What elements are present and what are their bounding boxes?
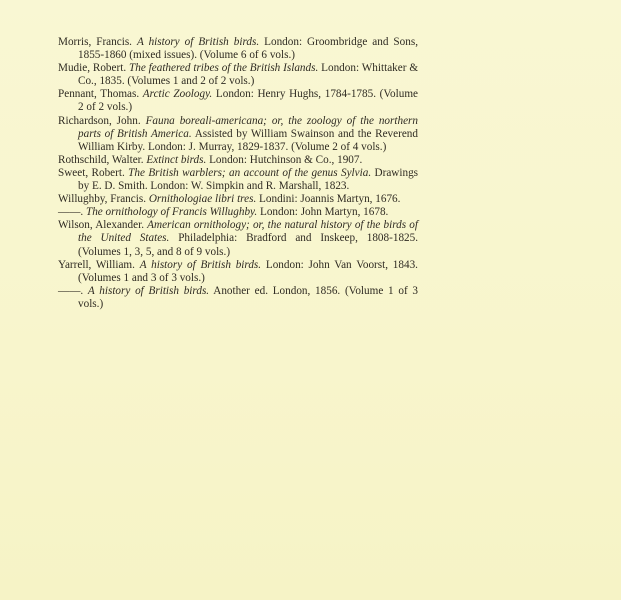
entry-author: Richardson, John. bbox=[58, 114, 141, 127]
entry-author: Rothschild, Walter. bbox=[58, 153, 144, 166]
bibliography-entry-morris bbox=[58, 36, 418, 62]
entry-title: A history of British birds. bbox=[87, 284, 210, 297]
entry-publication: London: Hutchinson & Co., 1907. bbox=[209, 153, 363, 166]
entry-publication: London: Henry Hughs, 1784-1785. (Volume 2 of 2 vols.) bbox=[78, 88, 418, 114]
entry-publication: London: John Martyn, 1678. bbox=[260, 206, 389, 219]
entry-publication: London: Groombridge and Sons, 1855-1860 (mixed issues). (Volume 6 of 6 vols.) bbox=[78, 36, 418, 62]
entry-publication: Assisted by William Swainson and the Reverend William Kirby. London: J. Murray, 1829-1837. (Volume 2 of 4 vols.) bbox=[78, 127, 418, 153]
entry-title: Ornithologiae libri tres. bbox=[148, 193, 257, 206]
bibliography-entry-richardson bbox=[58, 115, 418, 154]
bibliography-entry-willughby-ornithology bbox=[58, 206, 418, 219]
entry-author: Wilson, Alexander. bbox=[58, 219, 144, 232]
bibliography-entry-wilson bbox=[58, 219, 418, 258]
entry-author: Morris, Francis. bbox=[58, 36, 132, 48]
entry-title: A history of British birds. bbox=[136, 36, 260, 48]
entry-publication: Philadelphia: Bradford and Inskeep, 1808-1825. (Volumes 1, 3, 5, and 8 of 9 vols.) bbox=[78, 232, 419, 258]
bibliography-entry-yarrell-another-ed bbox=[58, 285, 418, 311]
entry-publication: Another ed. London, 1856. (Volume 1 of 3 vols.) bbox=[78, 284, 418, 310]
entry-publication: Londini: Joannis Martyn, 1676. bbox=[259, 193, 401, 206]
entry-publication: Drawings by E. D. Smith. London: W. Simpkin and R. Marshall, 1823. bbox=[78, 166, 419, 193]
entry-author: Sweet, Robert. bbox=[58, 166, 125, 179]
bibliography-list bbox=[58, 36, 418, 311]
bibliography-entry-pennant bbox=[58, 88, 418, 114]
entry-author: Yarrell, William. bbox=[58, 258, 135, 271]
entry-title: Extinct birds. bbox=[146, 153, 207, 166]
entry-publication: London: John Van Voorst, 1843. (Volumes 1 and 3 of 3 vols.) bbox=[78, 258, 418, 284]
entry-title: The ornithology of Francis Willughby. bbox=[85, 206, 258, 219]
entry-title: The British warblers; an account of the genus Sylvia. bbox=[128, 166, 372, 179]
entry-title: A history of British birds. bbox=[139, 258, 262, 271]
entry-title: The feathered tribes of the British Islands. bbox=[129, 62, 319, 75]
entry-author: ——. bbox=[58, 284, 84, 297]
entry-publication: London: Whittaker & Co., 1835. (Volumes 1 and 2 of 2 vols.) bbox=[78, 62, 419, 88]
entry-author: Mudie, Robert. bbox=[58, 62, 127, 75]
entry-author: Willughby, Francis. bbox=[58, 193, 147, 206]
entry-title: Arctic Zoology. bbox=[142, 88, 213, 101]
bibliography-entry-willughby bbox=[58, 193, 418, 206]
entry-title: Fauna boreali-americana; or, the zoology of the northern parts of British America. bbox=[78, 114, 418, 140]
bibliography-entry-mudie bbox=[58, 62, 418, 88]
entry-author: ——. bbox=[58, 206, 84, 219]
bibliography-entry-yarrell bbox=[58, 259, 418, 285]
entry-author: Pennant, Thomas. bbox=[58, 88, 140, 101]
entry-title: American ornithology; or, the natural history of the birds of the United States. bbox=[78, 219, 418, 245]
bibliography-entry-sweet bbox=[58, 167, 418, 193]
bibliography-entry-rothschild bbox=[58, 154, 418, 167]
